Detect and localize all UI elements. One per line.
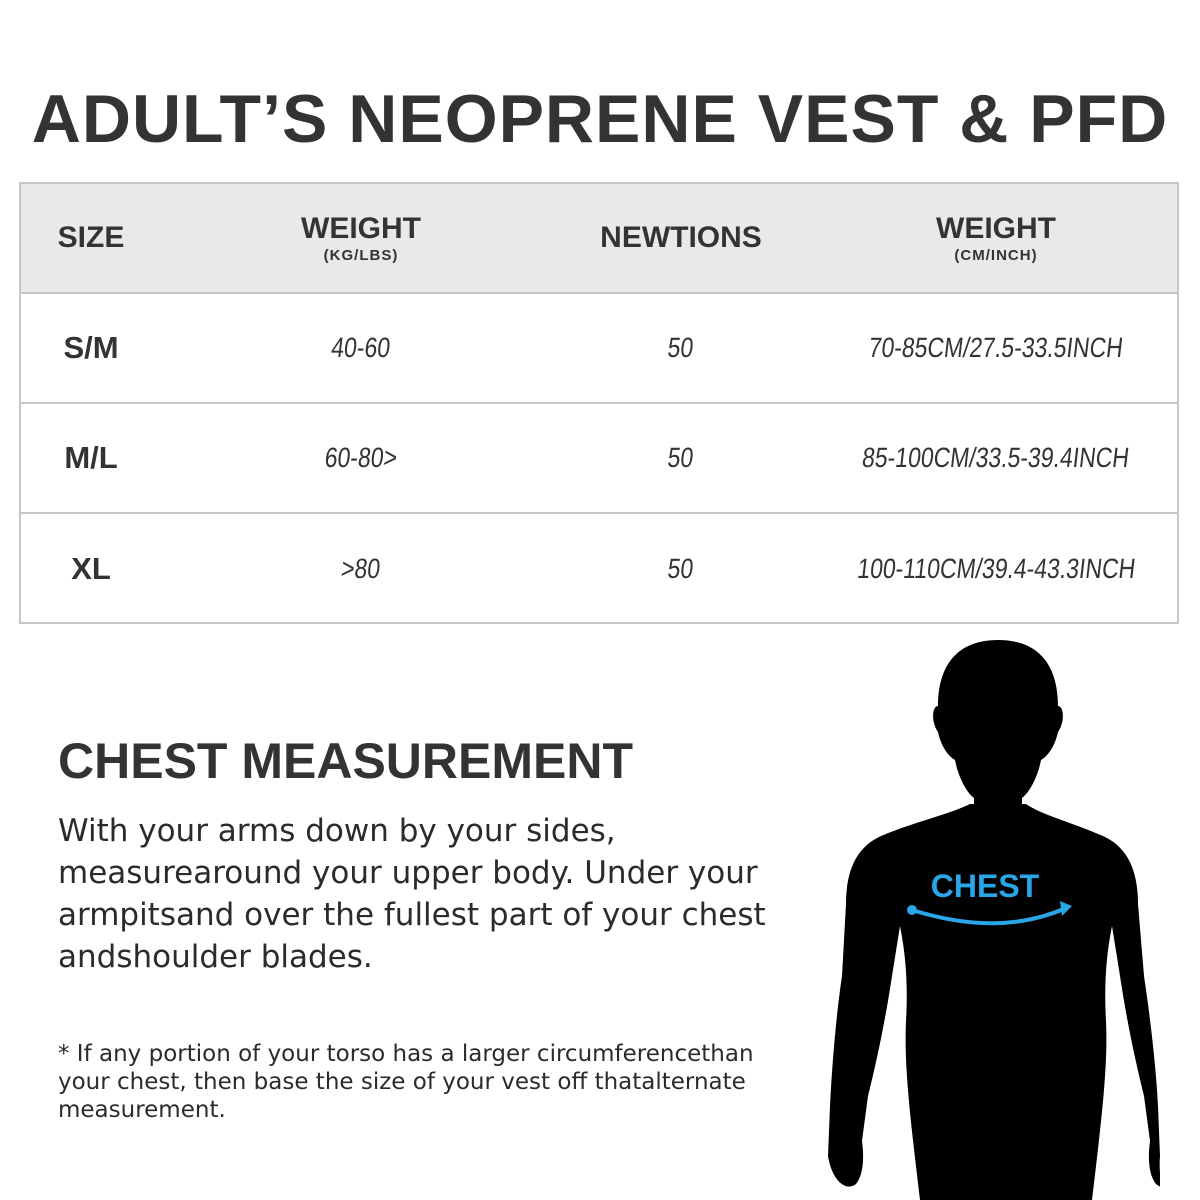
newtons-cell: 50: [666, 332, 696, 363]
footnote: [58, 1040, 818, 1124]
newtons-cell: 50: [666, 553, 696, 584]
footnote-line: your chest, then base the size of your vest off thatalternate: [58, 1069, 746, 1095]
header-size: SIZE: [57, 221, 125, 254]
instruction-line: With your arms down by your sides,: [58, 813, 616, 849]
chest-cell: 85-100CM/33.5-39.4INCH: [860, 442, 1132, 473]
footnote-line: * If any portion of your torso has a larger circumferencethan: [58, 1041, 754, 1067]
weight-cell: >80: [339, 553, 383, 584]
size-chart-table: [19, 182, 1179, 624]
chest-measurement-title: CHEST MEASUREMENT: [58, 733, 634, 789]
page-title: ADULT’S NEOPRENE VEST & PFD: [31, 81, 1169, 157]
chest-label: CHEST: [930, 868, 1040, 904]
size-cell: S/M: [63, 330, 119, 365]
header-chest-cm: WEIGHT (CM/INCH): [936, 212, 1056, 264]
header-weight-kg: WEIGHT (KG/LBS): [301, 212, 421, 264]
table-row: [21, 514, 1177, 624]
newtons-cell: 50: [666, 442, 696, 473]
size-cell: M/L: [64, 440, 118, 475]
header-newtons: NEWTIONS: [600, 221, 762, 254]
instruction-line: andshoulder blades.: [58, 939, 373, 975]
measurement-instructions: [58, 810, 818, 978]
size-cell: XL: [71, 551, 111, 586]
weight-cell: 60-80>: [323, 442, 399, 473]
instruction-line: armpitsand over the fullest part of your chest: [58, 897, 766, 933]
table-header-row: [21, 184, 1177, 294]
footnote-line: measurement.: [58, 1097, 226, 1123]
chest-cell: 100-110CM/39.4-43.3INCH: [855, 553, 1137, 584]
table-row: [21, 294, 1177, 404]
chest-cell: 70-85CM/27.5-33.5INCH: [867, 332, 1125, 363]
weight-cell: 40-60: [329, 332, 393, 363]
body-silhouette-icon: [820, 636, 1160, 1200]
instruction-line: measurearound your upper body. Under your: [58, 855, 758, 891]
table-row: [21, 404, 1177, 514]
